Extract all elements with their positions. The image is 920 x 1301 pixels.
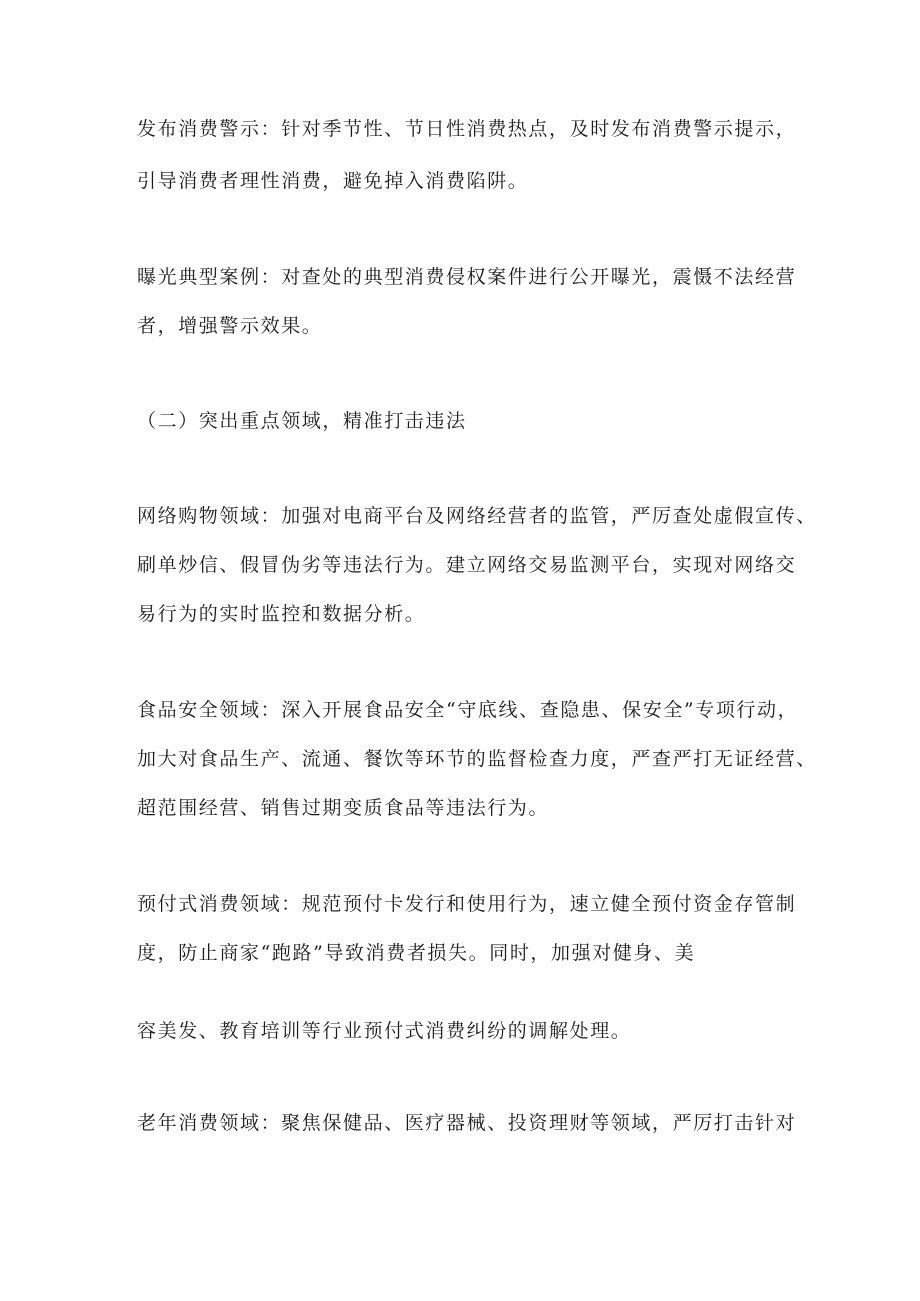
paragraph-typical-cases-line-1: 曝光典型案例：对查处的典型消费侵权案件进行公开曝光，震慑不法经营 — [137, 266, 797, 288]
paragraph-food-safety-line-2: 加大对食品生产、流通、餐饮等环节的监督检查力度，严查严打无证经营、 — [137, 748, 817, 770]
paragraph-elderly-line-1: 老年消费领域：聚焦保健品、医疗器械、投资理财等领域，严厉打击针对 — [137, 1112, 797, 1134]
paragraph-consumer-warning-line-1: 发布消费警示：针对季节性、节日性消费热点，及时发布消费警示提示， — [137, 118, 797, 140]
paragraph-prepaid-line-3: 容美发、教育培训等行业预付式消费纠纷的调解处理。 — [137, 1020, 632, 1042]
paragraph-typical-cases-line-2: 者，增强警示效果。 — [137, 315, 323, 337]
paragraph-prepaid-line-1: 预付式消费领域：规范预付卡发行和使用行为，速立健全预付资金存管制 — [137, 893, 797, 915]
section-heading: （二）突出重点领域，精准打击违法 — [137, 410, 467, 432]
paragraph-prepaid-line-2: 度，防止商家“跑路”导致消费者损失。同时，加强对健身、美 — [137, 942, 696, 964]
paragraph-consumer-warning-line-2: 引导消费者理性消费，避免掉入消费陷阱。 — [137, 170, 529, 192]
paragraph-online-shopping-line-1: 网络购物领域：加强对电商平台及网络经营者的监管，严厉查处虚假宣传、 — [137, 505, 817, 527]
paragraph-food-safety-line-3: 超范围经营、销售过期变质食品等违法行为。 — [137, 797, 550, 819]
paragraph-online-shopping-line-2: 刷单炒信、假冒伪劣等违法行为。建立网络交易监测平台，实现对网络交 — [137, 554, 797, 576]
paragraph-online-shopping-line-3: 易行为的实时监控和数据分析。 — [137, 603, 426, 625]
paragraph-food-safety-line-1: 食品安全领域：深入开展食品安全“守底线、查隐患、保安全”专项行动， — [137, 699, 799, 721]
